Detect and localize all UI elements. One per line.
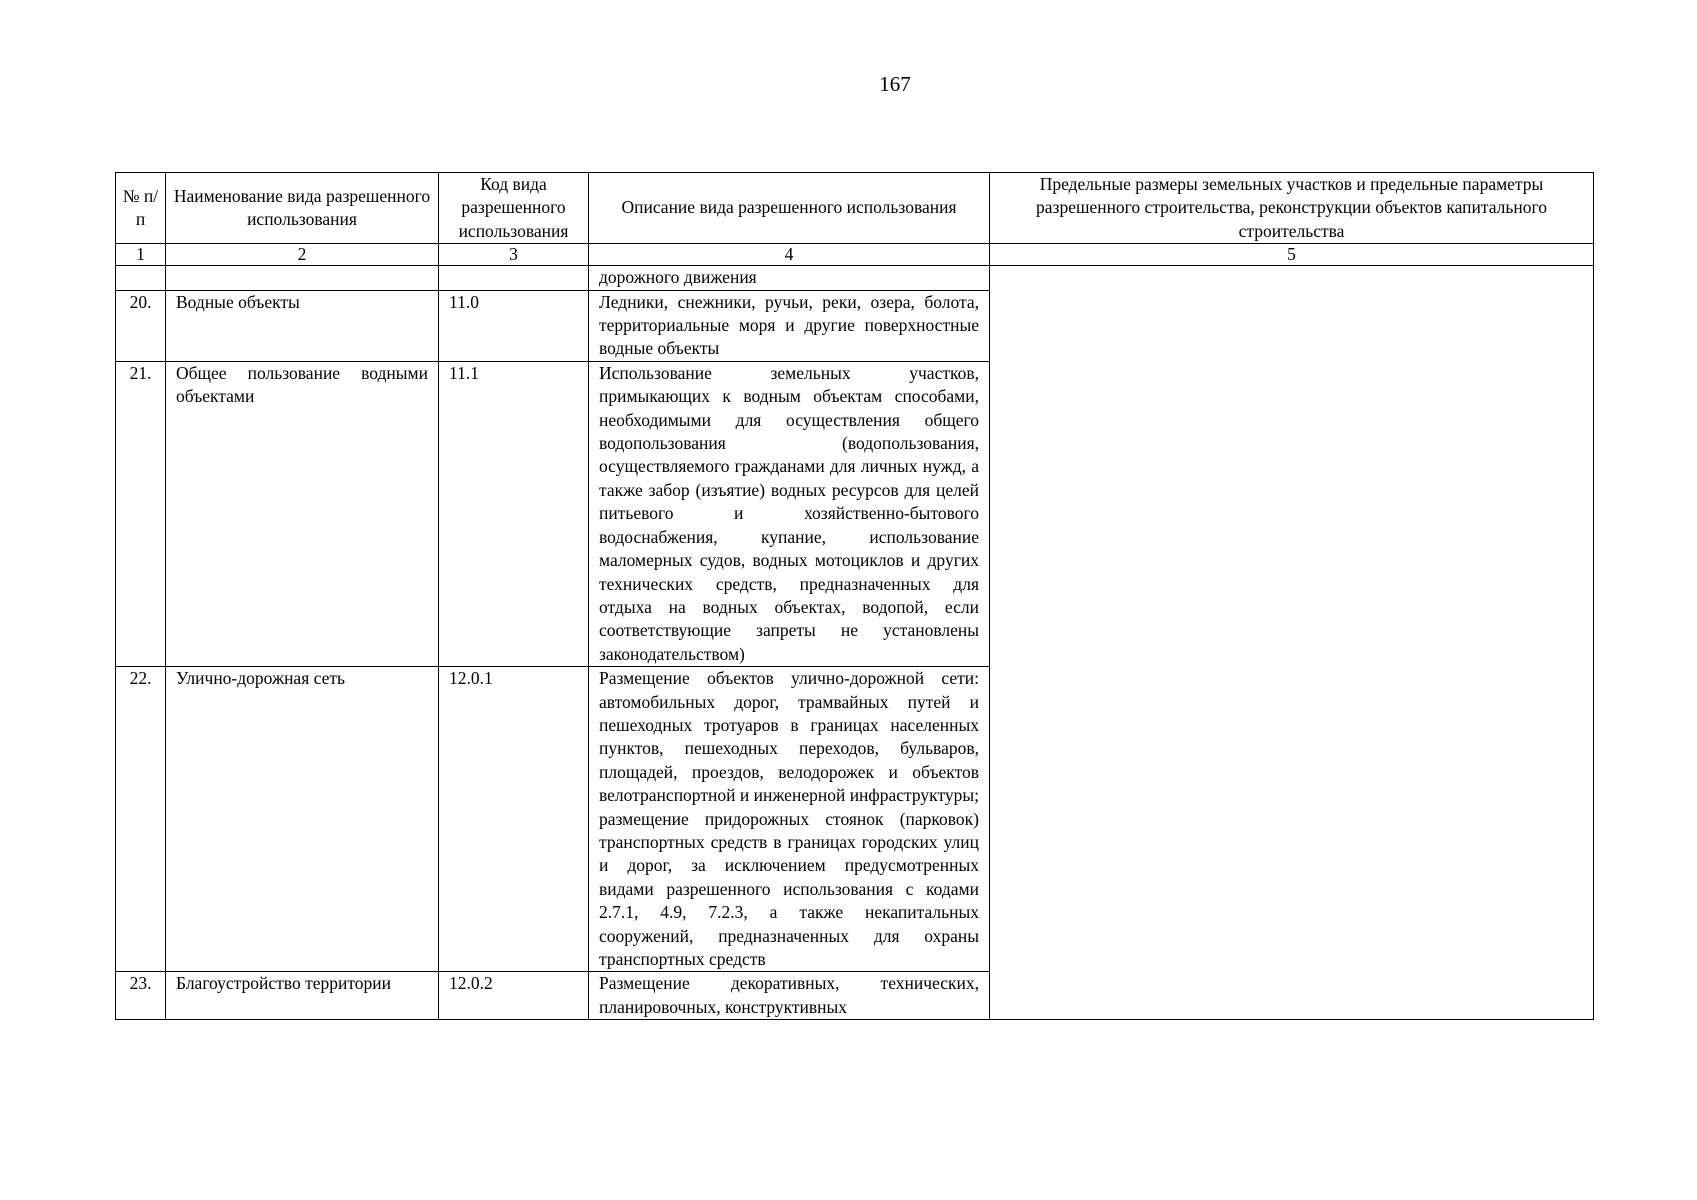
header-parameters: Предельные размеры земельных участков и предельные параметры разрешенного строительства, реконструкции объектов капитального строительства xyxy=(990,173,1594,244)
row-code: 11.0 xyxy=(439,290,589,361)
row-name: Общее пользование водными объектами xyxy=(166,361,439,666)
header-description: Описание вида разрешенного использования xyxy=(589,173,990,244)
parameters-cell xyxy=(990,266,1594,1020)
table-header-row xyxy=(116,173,1594,244)
header-name: Наименование вида разрешенного использования xyxy=(166,173,439,244)
row-code: 12.0.2 xyxy=(439,972,589,1020)
column-number: 1 xyxy=(116,244,166,266)
row-name: Водные объекты xyxy=(166,290,439,361)
header-number: № п/п xyxy=(116,173,166,244)
row-number: 20. xyxy=(116,290,166,361)
row-description: Размещение декоративных, технических, планировочных, конструктивных xyxy=(589,972,990,1020)
column-number: 2 xyxy=(166,244,439,266)
row-number: 22. xyxy=(116,667,166,972)
row-number: 21. xyxy=(116,361,166,666)
column-number: 3 xyxy=(439,244,589,266)
row-number: 23. xyxy=(116,972,166,1020)
continuation-text: дорожного движения xyxy=(589,266,990,290)
row-name: Благоустройство территории xyxy=(166,972,439,1020)
row-description: Ледники, снежники, ручьи, реки, озера, болота, территориальные моря и другие поверхностные водные объекты xyxy=(589,290,990,361)
land-use-table xyxy=(115,172,1594,1020)
row-description: Использование земельных участков, примыкающих к водным объектам способами, необходимыми для осуществления общего водопользования (водопользования, осуществляемого гражданами для личных нужд, а также забор (изъятие) водных ресурсов для целей питьевого и хозяйственно-бытового водоснабжения, купание, использование маломерных судов, водных мотоциклов и других технических средств, предназначенных для отдыха на водных объектах, водопой, если соответствующие запреты не установлены законодательством) xyxy=(589,361,990,666)
page-number: 167 xyxy=(879,72,911,96)
column-number: 4 xyxy=(589,244,990,266)
table-row-continuation xyxy=(116,266,1594,290)
row-name: Улично-дорожная сеть xyxy=(166,667,439,972)
row-code: 12.0.1 xyxy=(439,667,589,972)
header-code: Код вида разрешенного использования xyxy=(439,173,589,244)
column-number: 5 xyxy=(990,244,1594,266)
row-description: Размещение объектов улично-дорожной сети: автомобильных дорог, трамвайных путей и пешеходных тротуаров в границах населенных пунктов, пешеходных переходов, бульваров, площадей, проездов, велодорожек и объектов велотранспортной и инженерной инфраструктуры; размещение придорожных стоянок (парковок) транспортных средств в границах городских улиц и дорог, за исключением предусмотренных видами разрешенного использования с кодами 2.7.1, 4.9, 7.2.3, а также некапитальных сооружений, предназначенных для охраны транспортных средств xyxy=(589,667,990,972)
column-numbers-row xyxy=(116,244,1594,266)
row-code: 11.1 xyxy=(439,361,589,666)
